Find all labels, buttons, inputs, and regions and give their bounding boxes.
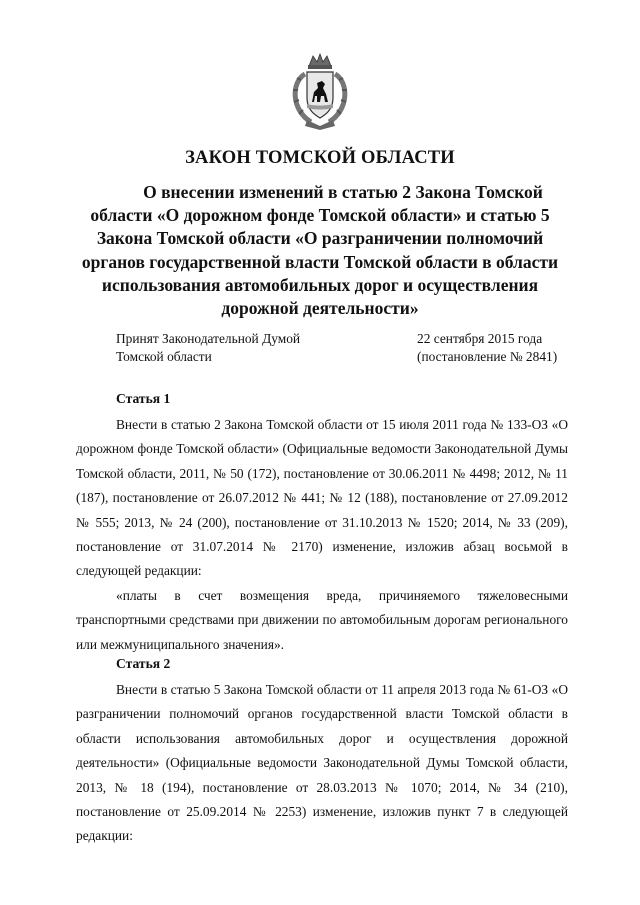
law-title: ЗАКОН ТОМСКОЙ ОБЛАСТИ bbox=[185, 148, 455, 168]
article-2-text: Внести в статью 5 Закона Томской области от 11 апреля 2013 года № 61-ОЗ «О разграничении полномочий органов государственной власти Томской области в области использования автомобильных дорог и осуществления дорожной деятельности» (Официальные ведомости Законодательной Думы Томской области, 2013, № 18 (194), постановление от 28.03.2013 № 1070; 2014, № 34 (210), постановление от 25.09.2014 № 2253) изменение, изложив пункт 7 в следующей редакции: bbox=[76, 682, 568, 844]
article-1-text: Внести в статью 2 Закона Томской области от 15 июля 2011 года № 133-ОЗ «О дорожном фонде Томской области» (Официальные ведомости Законодательной Думы Томской области, 2011, № 50 (172), постановление от 30.06.2011 № 4498; 2012, № 11 (187), постановление от 26.07.2012 № 441; № 12 (188), постановление от 27.09.2012 № 555; 2013, № 24 (200), постановление от 31.10.2013 № 1520; 2014, № 33 (209), постановление от 31.07.2014 № 2170) изменение, изложив абзац восьмой в следующей редакции: bbox=[76, 417, 568, 579]
resolution-number: (постановление № 2841) bbox=[417, 348, 558, 364]
adoption-info bbox=[116, 330, 300, 365]
adopted-by-line-1: Принят Законодательной Думой bbox=[116, 331, 301, 346]
adopted-by-line-2: Томской области bbox=[116, 348, 212, 364]
article-1-quote: «платы в счет возмещения вреда, причиняемого тяжеловесными транспортными средствами при движении по автомобильным дорогам регионального или межмуниципального значения». bbox=[76, 588, 568, 652]
law-subtitle: О внесении изменений в статью 2 Закона Томской области «О дорожном фонде Томской области» и статью 5 Закона Томской области «О разграничении полномочий органов государственной власти Томской области в области использования автомобильных дорог и осуществления дорожной деятельности» bbox=[81, 182, 559, 319]
article-1-heading: Статья 1 bbox=[116, 391, 171, 406]
adoption-date: 22 сентября 2015 года bbox=[417, 331, 543, 346]
tomsk-region-coat-of-arms-icon bbox=[287, 52, 353, 130]
adoption-date-block bbox=[417, 330, 557, 365]
article-2-heading: Статья 2 bbox=[116, 656, 171, 671]
